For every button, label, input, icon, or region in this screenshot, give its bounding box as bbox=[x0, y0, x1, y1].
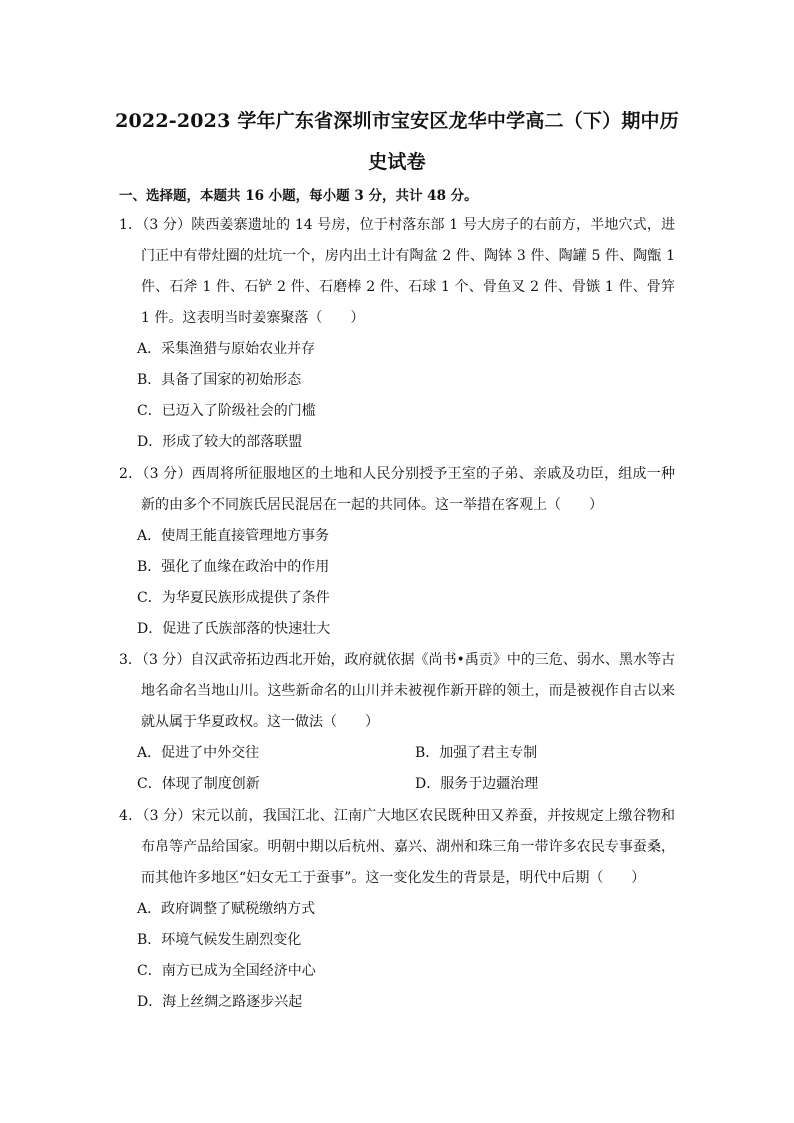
option-a: A．促进了中外交往 bbox=[137, 745, 260, 761]
option-a: A．政府调整了赋税缴纳方式 bbox=[137, 901, 316, 917]
option-c: C．南方已成为全国经济中心 bbox=[137, 963, 316, 979]
question-4 bbox=[119, 801, 675, 1018]
option-a: A．采集渔猎与原始农业并存 bbox=[137, 341, 316, 357]
option-row bbox=[119, 769, 675, 800]
option-d: D．形成了较大的部落联盟 bbox=[137, 434, 303, 450]
option-c: C．为华夏民族形成提供了条件 bbox=[137, 590, 330, 606]
option-row bbox=[119, 738, 675, 769]
section-heading: 一、选择题，本题共 16 小题，每小题 3 分，共计 48 分。 bbox=[119, 188, 478, 204]
option-d: D．服务于边疆治理 bbox=[415, 776, 539, 792]
question-stem: 4．（3 分）宋元以前，我国江北、江南广大地区农民既种田又养蚕，并按规定上缴谷物和布帛等产品给国家。明朝中期以后杭州、嘉兴、湖州和珠三角一带许多农民专事蚕桑，而其他许多地区“妇女无工于蚕事”。这一变化发生的背景是，明代中后期（ ） bbox=[119, 808, 675, 886]
option-c: C．体现了制度创新 bbox=[137, 776, 260, 792]
option-d: D．促进了氏族部落的快速壮大 bbox=[137, 621, 331, 637]
question-stem: 2．（3 分）西周将所征服地区的土地和人民分别授予王室的子弟、亲戚及功臣，组成一种新的由多个不同族氏居民混居在一起的共同体。这一举措在客观上（ ） bbox=[119, 466, 675, 513]
option-b: B．环境气候发生剧烈变化 bbox=[137, 932, 302, 948]
option-d: D．海上丝绸之路逐步兴起 bbox=[137, 994, 303, 1010]
option-b: B．具备了国家的初始形态 bbox=[137, 372, 302, 388]
exam-title-line-2: 史试卷 bbox=[368, 151, 426, 173]
option-a: A．使周王能直接管理地方事务 bbox=[137, 528, 330, 544]
question-2 bbox=[119, 459, 675, 645]
question-3 bbox=[119, 645, 675, 800]
option-b: B．强化了血缘在政治中的作用 bbox=[137, 559, 330, 575]
option-c: C．已迈入了阶级社会的门槛 bbox=[137, 403, 316, 419]
question-stem: 3．（3 分）自汉武帝拓边西北开始，政府就依据《尚书•禹贡》中的三危、弱水、黑水等古地名命名当地山川。这些新命名的山川并未被视作新开辟的领土，而是被视作自古以来就从属于华夏政权。这一做法（ ） bbox=[119, 652, 675, 730]
option-b: B．加强了君主专制 bbox=[415, 745, 538, 761]
question-1 bbox=[119, 210, 675, 458]
question-stem: 1．（3 分）陕西姜寨遗址的 14 号房，位于村落东部 1 号大房子的右前方，半地穴式，进门正中有带灶圈的灶坑一个，房内出土计有陶盆 2 件、陶钵 3 件、陶罐 5 件、陶甑 1 件、石斧 1 件、石铲 2 件、石磨棒 2 件、石球 1 个、骨鱼叉 2 件、骨镞 1 件、骨笄 1 件。这表明当时姜寨聚落（ ） bbox=[119, 217, 675, 326]
exam-title-line-1: 2022-2023 学年广东省深圳市宝安区龙华中学高二（下）期中历 bbox=[115, 110, 679, 132]
